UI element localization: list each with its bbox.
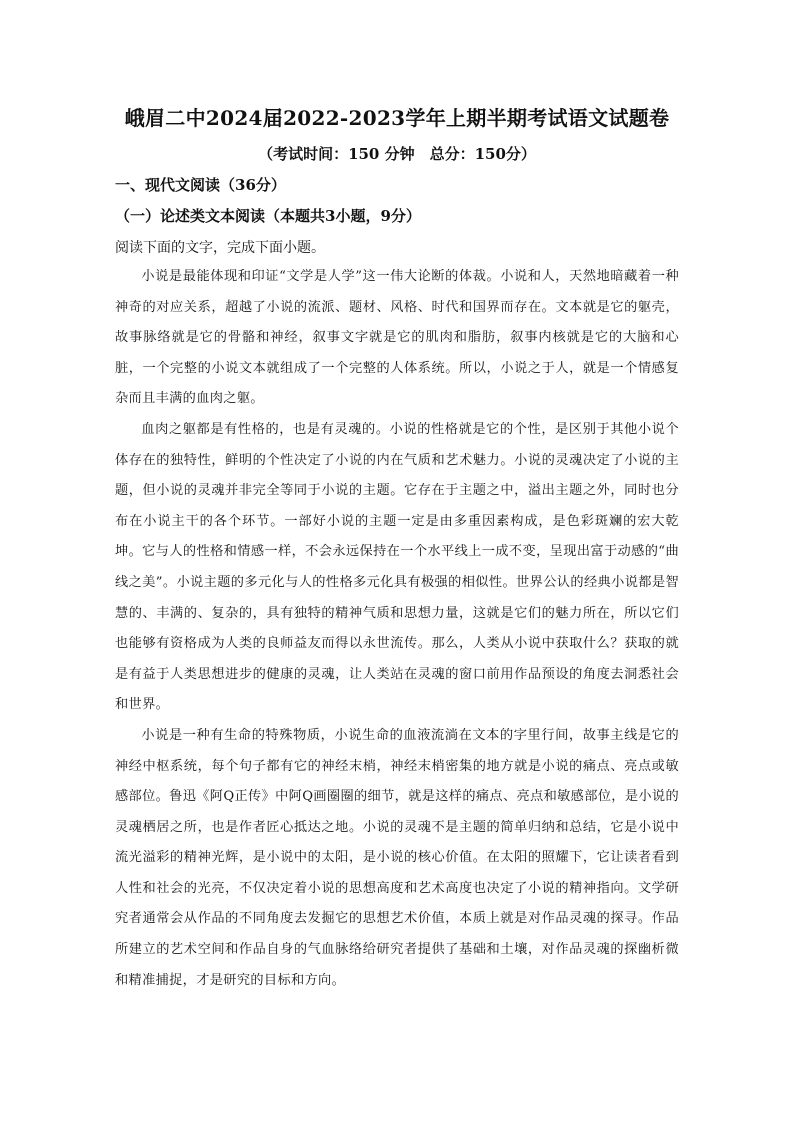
passage-paragraph-3: 小说是一种有生命的特殊物质，小说生命的血液流淌在文本的字里行间，故事主线是它的神经中枢系统，每个句子都有它的神经末梢，神经末梢密集的地方就是小说的痛点、亮点或敏感部位。鲁迅《阿Q正传》中阿Q画圈圈的细节，就是这样的痛点、亮点和敏感部位，是小说的灵魂栖居之所，也是作者匠心抵达之地。小说的灵魂不是主题的简单归纳和总结，它是小说中流光溢彩的精神光辉，是小说中的太阳，是小说的核心价值。在太阳的照耀下，它让读者看到人性和社会的光亮，不仅决定着小说的思想高度和艺术高度也决定了小说的精神指向。文学研究者通常会从作品的不同角度去发掘它的思想艺术价值，本质上就是对作品灵魂的探寻。作品所建立的艺术空间和作品自身的气血脉络给研究者提供了基础和土壤，对作品灵魂的探幽析微和精准捕捉，才是研究的目标和方向。	[115, 727, 679, 988]
section-heading: 一、现代文阅读（36分）	[115, 176, 286, 194]
passage-paragraph-1: 小说是最能体现和印证“文学是人学”这一伟大论断的体裁。小说和人，天然地暗藏着一种神奇的对应关系，超越了小说的流派、题材、风格、时代和国界而存在。文本就是它的躯壳，故事脉络就是它的骨骼和神经，叙事文字就是它的肌肉和脂肪，叙事内核就是它的大脑和心脏，一个完整的小说文本就组成了一个完整的人体系统。所以，小说之于人，就是一个情感复杂而且丰满的血肉之躯。	[115, 269, 679, 407]
reading-passage	[115, 262, 679, 996]
passage-paragraph-2: 血肉之躯都是有性格的，也是有灵魂的。小说的性格就是它的个性，是区别于其他小说个体存在的独特性，鲜明的个性决定了小说的内在气质和艺术魅力。小说的灵魂决定了小说的主题，但小说的灵魂并非完全等同于小说的主题。它存在于主题之中，溢出主题之外，同时也分布在小说主干的各个环节。一部好小说的主题一定是由多重因素构成，是色彩斑斓的宏大乾坤。它与人的性格和情感一样，不会永远保持在一个水平线上一成不变，呈现出富于动感的“曲线之美”。小说主题的多元化与人的性格多元化具有极强的相似性。世界公认的经典小说都是智慧的、丰满的、复杂的，具有独特的精神气质和思想力量，这就是它们的魅力所在，所以它们也能够有资格成为人类的良师益友而得以永世流传。那么，人类从小说中获取什么？获取的就是有益于人类思想进步的健康的灵魂，让人类站在灵魂的窗口前用作品预设的角度去洞悉社会和世界。	[115, 421, 679, 713]
subsection-heading: （一）论述类文本阅读（本题共3小题，9分）	[115, 207, 421, 225]
exam-title: 峨眉二中2024届2022-2023学年上期半期考试语文试题卷	[124, 106, 670, 130]
exam-subtitle: （考试时间：150 分钟 总分：150分）	[258, 145, 536, 163]
reading-instruction: 阅读下面的文字，完成下面小题。	[115, 240, 325, 256]
